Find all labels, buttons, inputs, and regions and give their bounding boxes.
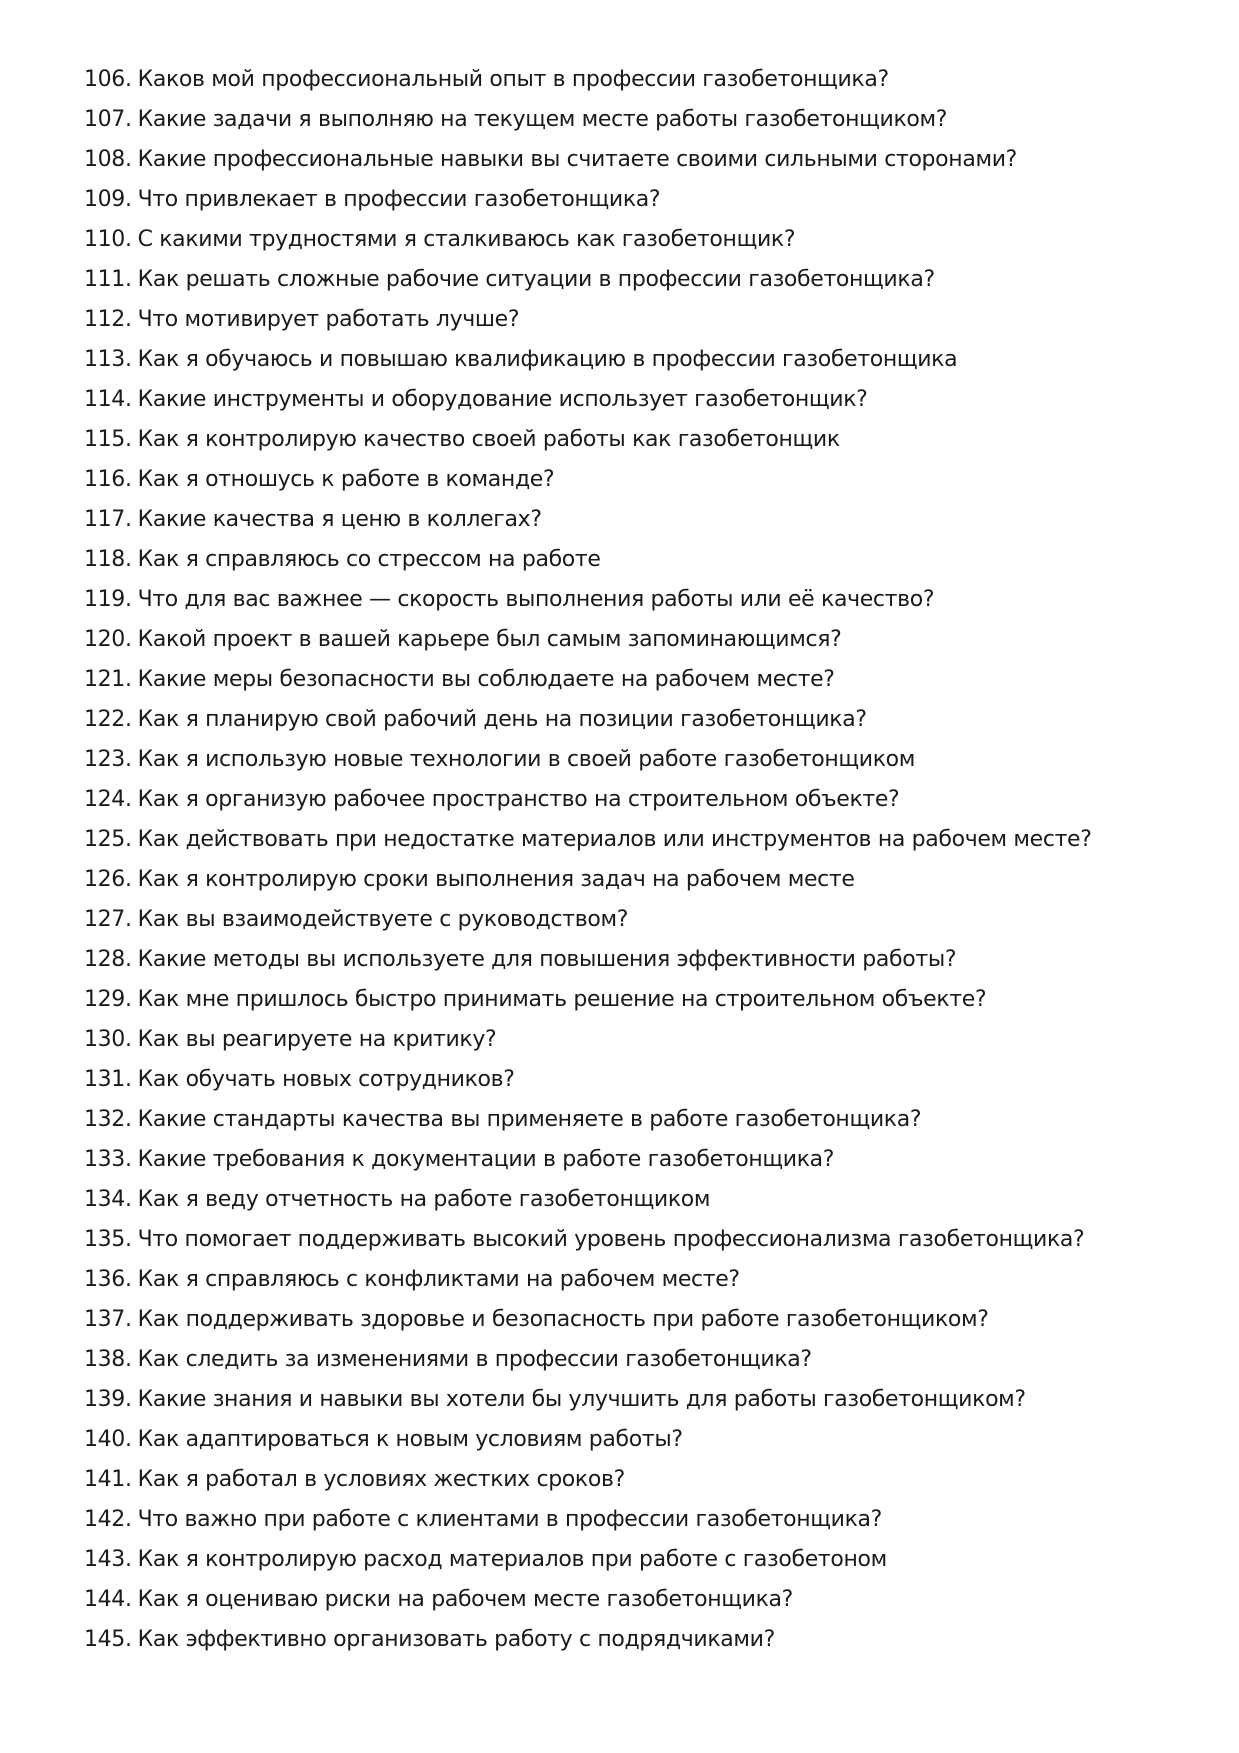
- list-item: [84, 420, 1164, 460]
- question-number: 120.: [84, 627, 132, 652]
- list-item: [84, 1060, 1164, 1100]
- question-number: 128.: [84, 947, 132, 972]
- question-text: Какие меры безопасности вы соблюдаете на рабочем месте?: [137, 667, 835, 692]
- list-item: [84, 340, 1164, 380]
- question-number: 112.: [84, 307, 132, 332]
- question-number: 142.: [84, 1507, 132, 1532]
- question-number: 117.: [84, 507, 132, 532]
- question-text: Как я веду отчетность на работе газобетонщиком: [137, 1187, 711, 1212]
- list-item: [84, 900, 1164, 940]
- list-item: [84, 180, 1164, 220]
- question-text: Как следить за изменениями в профессии газобетонщика?: [137, 1347, 812, 1372]
- question-number: 135.: [84, 1227, 132, 1252]
- question-text: Какие методы вы используете для повышения эффективности работы?: [137, 947, 957, 972]
- list-item: [84, 1580, 1164, 1620]
- question-text: Какие стандарты качества вы применяете в работе газобетонщика?: [137, 1107, 922, 1132]
- question-number: 116.: [84, 467, 132, 492]
- question-number: 144.: [84, 1587, 132, 1612]
- list-item: [84, 300, 1164, 340]
- list-item: [84, 660, 1164, 700]
- question-number: 123.: [84, 747, 132, 772]
- question-number: 107.: [84, 107, 132, 132]
- question-number: 138.: [84, 1347, 132, 1372]
- list-item: [84, 620, 1164, 660]
- list-item: [84, 1500, 1164, 1540]
- question-text: Какие задачи я выполняю на текущем месте работы газобетонщиком?: [137, 107, 948, 132]
- question-text: Как поддерживать здоровье и безопасность при работе газобетонщиком?: [137, 1307, 989, 1332]
- question-number: 121.: [84, 667, 132, 692]
- question-number: 119.: [84, 587, 132, 612]
- list-item: [84, 60, 1164, 100]
- question-number: 106.: [84, 67, 132, 92]
- question-text: Как обучать новых сотрудников?: [137, 1067, 515, 1092]
- question-text: Как вы взаимодействуете с руководством?: [137, 907, 629, 932]
- question-text: Что помогает поддерживать высокий уровень профессионализма газобетонщика?: [137, 1227, 1085, 1252]
- list-item: [84, 460, 1164, 500]
- list-item: [84, 100, 1164, 140]
- question-number: 118.: [84, 547, 132, 572]
- question-number: 145.: [84, 1627, 132, 1652]
- list-item: [84, 860, 1164, 900]
- question-text: Какие требования к документации в работе газобетонщика?: [137, 1147, 835, 1172]
- list-item: [84, 1260, 1164, 1300]
- question-text: С какими трудностями я сталкиваюсь как газобетонщик?: [137, 227, 796, 252]
- question-text: Что для вас важнее — скорость выполнения работы или её качество?: [137, 587, 935, 612]
- list-item: [84, 540, 1164, 580]
- question-text: Как вы реагируете на критику?: [137, 1027, 497, 1052]
- list-item: [84, 260, 1164, 300]
- question-number: 130.: [84, 1027, 132, 1052]
- question-number: 131.: [84, 1067, 132, 1092]
- list-item: [84, 1140, 1164, 1180]
- question-number: 111.: [84, 267, 132, 292]
- list-item: [84, 500, 1164, 540]
- list-item: [84, 1220, 1164, 1260]
- question-number: 125.: [84, 827, 132, 852]
- question-number: 143.: [84, 1547, 132, 1572]
- list-item: [84, 1300, 1164, 1340]
- question-text: Какие знания и навыки вы хотели бы улучшить для работы газобетонщиком?: [137, 1387, 1026, 1412]
- question-text: Как действовать при недостатке материалов или инструментов на рабочем месте?: [137, 827, 1092, 852]
- question-text: Как адаптироваться к новым условиям работы?: [137, 1427, 683, 1452]
- question-number: 109.: [84, 187, 132, 212]
- question-text: Как я организую рабочее пространство на строительном объекте?: [137, 787, 900, 812]
- question-text: Как я контролирую качество своей работы как газобетонщик: [137, 427, 840, 452]
- question-number: 139.: [84, 1387, 132, 1412]
- question-text: Как я работал в условиях жестких сроков?: [137, 1467, 625, 1492]
- question-text: Что мотивирует работать лучше?: [137, 307, 520, 332]
- question-text: Как я планирую свой рабочий день на позиции газобетонщика?: [137, 707, 867, 732]
- question-text: Как я контролирую сроки выполнения задач на рабочем месте: [137, 867, 855, 892]
- question-text: Как я оцениваю риски на рабочем месте газобетонщика?: [137, 1587, 794, 1612]
- list-item: [84, 780, 1164, 820]
- question-number: 129.: [84, 987, 132, 1012]
- question-text: Как я справляюсь с конфликтами на рабочем месте?: [137, 1267, 740, 1292]
- list-item: [84, 140, 1164, 180]
- question-number: 132.: [84, 1107, 132, 1132]
- question-number: 115.: [84, 427, 132, 452]
- question-number: 141.: [84, 1467, 132, 1492]
- question-text: Как решать сложные рабочие ситуации в профессии газобетонщика?: [137, 267, 935, 292]
- list-item: [84, 1100, 1164, 1140]
- question-text: Как мне пришлось быстро принимать решение на строительном объекте?: [137, 987, 987, 1012]
- question-number: 122.: [84, 707, 132, 732]
- question-text: Как я отношусь к работе в команде?: [137, 467, 555, 492]
- question-text: Что привлекает в профессии газобетонщика?: [137, 187, 661, 212]
- question-number: 140.: [84, 1427, 132, 1452]
- list-item: [84, 700, 1164, 740]
- list-item: [84, 1420, 1164, 1460]
- question-number: 113.: [84, 347, 132, 372]
- list-item: [84, 1540, 1164, 1580]
- list-item: [84, 1340, 1164, 1380]
- question-text: Какой проект в вашей карьере был самым запоминающимся?: [137, 627, 842, 652]
- list-item: [84, 1460, 1164, 1500]
- question-number: 124.: [84, 787, 132, 812]
- question-text: Как я обучаюсь и повышаю квалификацию в профессии газобетонщика: [137, 347, 958, 372]
- list-item: [84, 940, 1164, 980]
- question-text: Каков мой профессиональный опыт в профессии газобетонщика?: [137, 67, 889, 92]
- question-number: 137.: [84, 1307, 132, 1332]
- list-item: [84, 220, 1164, 260]
- list-item: [84, 380, 1164, 420]
- question-number: 114.: [84, 387, 132, 412]
- question-number: 126.: [84, 867, 132, 892]
- list-item: [84, 1380, 1164, 1420]
- question-text: Какие профессиональные навыки вы считаете своими сильными сторонами?: [137, 147, 1017, 172]
- question-number: 108.: [84, 147, 132, 172]
- list-item: [84, 980, 1164, 1020]
- question-text: Как я контролирую расход материалов при работе с газобетоном: [137, 1547, 887, 1572]
- question-number: 127.: [84, 907, 132, 932]
- list-item: [84, 1180, 1164, 1220]
- question-text: Какие качества я ценю в коллегах?: [137, 507, 542, 532]
- question-number: 133.: [84, 1147, 132, 1172]
- question-number: 136.: [84, 1267, 132, 1292]
- question-text: Как я использую новые технологии в своей работе газобетонщиком: [137, 747, 916, 772]
- question-number: 110.: [84, 227, 132, 252]
- question-list: [84, 60, 1164, 1660]
- list-item: [84, 820, 1164, 860]
- list-item: [84, 740, 1164, 780]
- question-number: 134.: [84, 1187, 132, 1212]
- question-text: Что важно при работе с клиентами в профессии газобетонщика?: [137, 1507, 883, 1532]
- question-text: Как я справляюсь со стрессом на работе: [137, 547, 601, 572]
- list-item: [84, 1620, 1164, 1660]
- list-item: [84, 1020, 1164, 1060]
- question-text: Как эффективно организовать работу с подрядчиками?: [137, 1627, 775, 1652]
- question-text: Какие инструменты и оборудование использует газобетонщик?: [137, 387, 868, 412]
- list-item: [84, 580, 1164, 620]
